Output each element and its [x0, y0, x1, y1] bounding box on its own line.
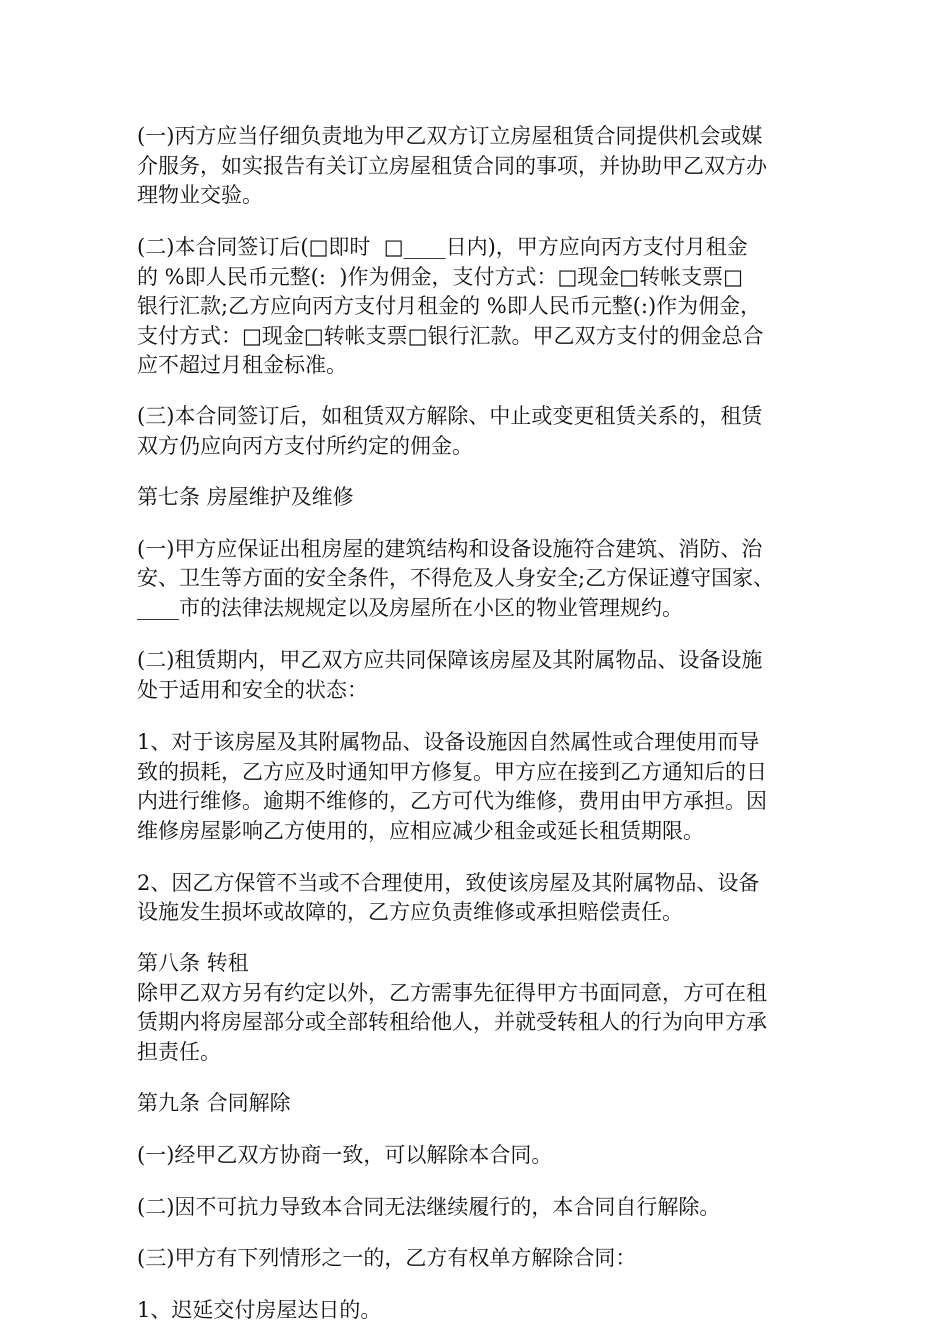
text-line: (一)丙方应当仔细负责地为甲乙双方订立房屋租赁合同提供机会或媒	[137, 124, 763, 148]
text-line: 除甲乙双方另有约定以外，乙方需事先征得甲方书面同意，方可在租	[137, 981, 767, 1005]
text-line: 理物业交验。	[137, 183, 263, 207]
text-line: 介服务，如实报告有关订立房屋租赁合同的事项，并协助甲乙双方办	[137, 154, 767, 178]
text-line: (二)因不可抗力导致本合同无法继续履行的，本合同自行解除。	[137, 1195, 721, 1219]
text-line: (一)经甲乙双方协商一致，可以解除本合同。	[137, 1143, 553, 1167]
text-line: 设施发生损坏或故障的，乙方应负责维修或承担赔偿责任。	[137, 900, 683, 924]
text-line: 1、迟延交付房屋达日的。	[137, 1298, 382, 1322]
text-line: 银行汇款;乙方应向丙方支付月租金的 %即人民币元整(:)作为佣金，	[137, 294, 762, 318]
text-line: 担责任。	[137, 1040, 221, 1064]
text-line: 2、因乙方保管不当或不合理使用，致使该房屋及其附属物品、设备	[137, 871, 760, 895]
text-line: 维修房屋影响乙方使用的，应相应减少租金或延长租赁期限。	[137, 819, 704, 843]
text-line: 致的损耗，乙方应及时通知甲方修复。甲方应在接到乙方通知后的日	[137, 760, 767, 784]
text-line: 内进行维修。逾期不维修的，乙方可代为维修，费用由甲方承担。因	[137, 789, 767, 813]
text-line: 1、对于该房屋及其附属物品、设备设施因自然属性或合理使用而导	[137, 730, 760, 754]
text-line: (三)甲方有下列情形之一的，乙方有权单方解除合同：	[137, 1246, 637, 1270]
section-heading: 第九条 合同解除	[137, 1091, 291, 1115]
text-line: (三)本合同签订后，如租赁双方解除、中止或变更租赁关系的，租赁	[137, 404, 763, 428]
text-line: (一)甲方应保证出租房屋的建筑结构和设备设施符合建筑、消防、治	[137, 537, 763, 561]
text-line: 安、卫生等方面的安全条件，不得危及人身安全;乙方保证遵守国家、	[137, 566, 775, 590]
section-heading: 第八条 转租	[137, 951, 249, 975]
text-line: 应不超过月租金标准。	[137, 353, 347, 377]
text-line: 支付方式：□现金□转帐支票□银行汇款。甲乙双方支付的佣金总合	[137, 324, 764, 348]
text-line: ____市的法律法规规定以及房屋所在小区的物业管理规约。	[137, 596, 683, 620]
text-line: (二)租赁期内，甲乙双方应共同保障该房屋及其附属物品、设备设施	[137, 648, 763, 672]
text-line: 赁期内将房屋部分或全部转租给他人，并就受转租人的行为向甲方承	[137, 1010, 767, 1034]
section-heading: 第七条 房屋维护及维修	[137, 485, 354, 509]
text-line: (二)本合同签订后(□即时 □____日内)，甲方应向丙方支付月租金	[137, 235, 748, 259]
text-line: 双方仍应向丙方支付所约定的佣金。	[137, 434, 473, 458]
text-line: 的 %即人民币元整(: )作为佣金，支付方式：□现金□转帐支票□	[137, 265, 743, 289]
text-line: 处于适用和安全的状态：	[137, 678, 368, 702]
